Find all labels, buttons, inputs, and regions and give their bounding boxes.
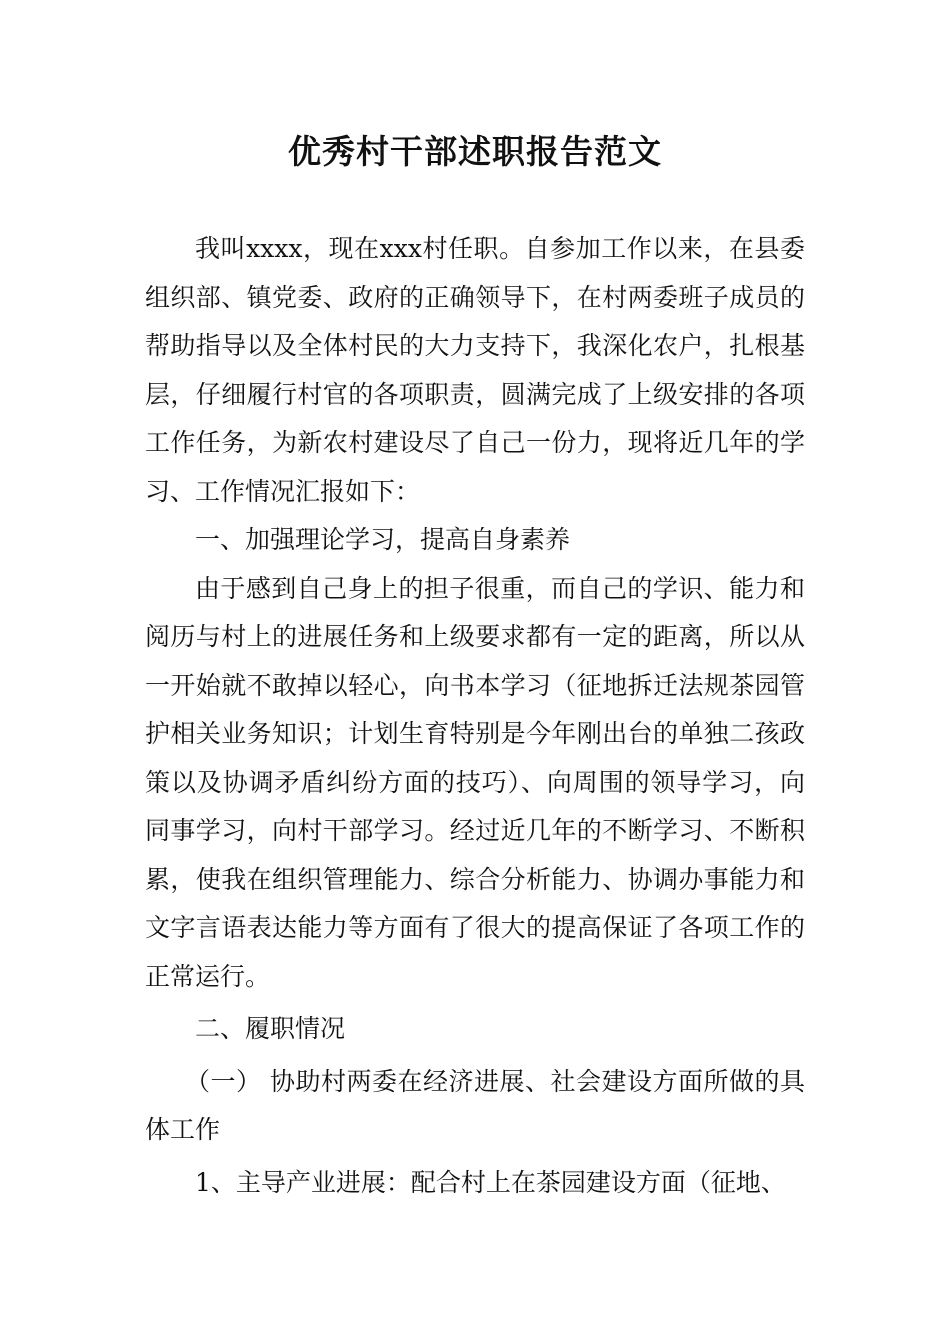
document-body bbox=[145, 225, 805, 1207]
item-paragraph-1: 1、主导产业进展：配合村上在茶园建设方面（征地、 bbox=[195, 1167, 786, 1197]
subsection-heading-1: （一） 协助村两委在经济进展、社会建设方面所做的具体工作 bbox=[145, 1066, 805, 1144]
section-heading-2: 二、履职情况 bbox=[195, 1014, 346, 1043]
section-heading-1: 一、加强理论学习，提高自身素养 bbox=[195, 525, 571, 554]
study-paragraph: 由于感到自己身上的担子很重，而自己的学识、能力和阅历与村上的进展任务和上级要求都有一定的距离，所以从一开始就不敢掉以轻心，向书本学习（征地拆迁法规茶园管护相关业务知识；计划生育特别是今年刚出台的单独二孩政策以及协调矛盾纠纷方面的技巧）、向周围的领导学习，向同事学习，向村干部学习。经过近几年的不断学习、不断积累，使我在组织管理能力、综合分析能力、协调办事能力和文字言语表达能力等方面有了很大的提高保证了各项工作的正常运行。 bbox=[145, 573, 805, 991]
intro-paragraph: 我叫xxxx，现在xxx村任职。自参加工作以来，在县委组织部、镇党委、政府的正确领导下，在村两委班子成员的帮助指导以及全体村民的大力支持下，我深化农户，扎根基层，仔细履行村官的各项职责，圆满完成了上级安排的各项工作任务，为新农村建设尽了自己一份力，现将近几年的学习、工作情况汇报如下： bbox=[145, 234, 805, 506]
document-title: 优秀村干部述职报告范文 bbox=[288, 132, 662, 171]
